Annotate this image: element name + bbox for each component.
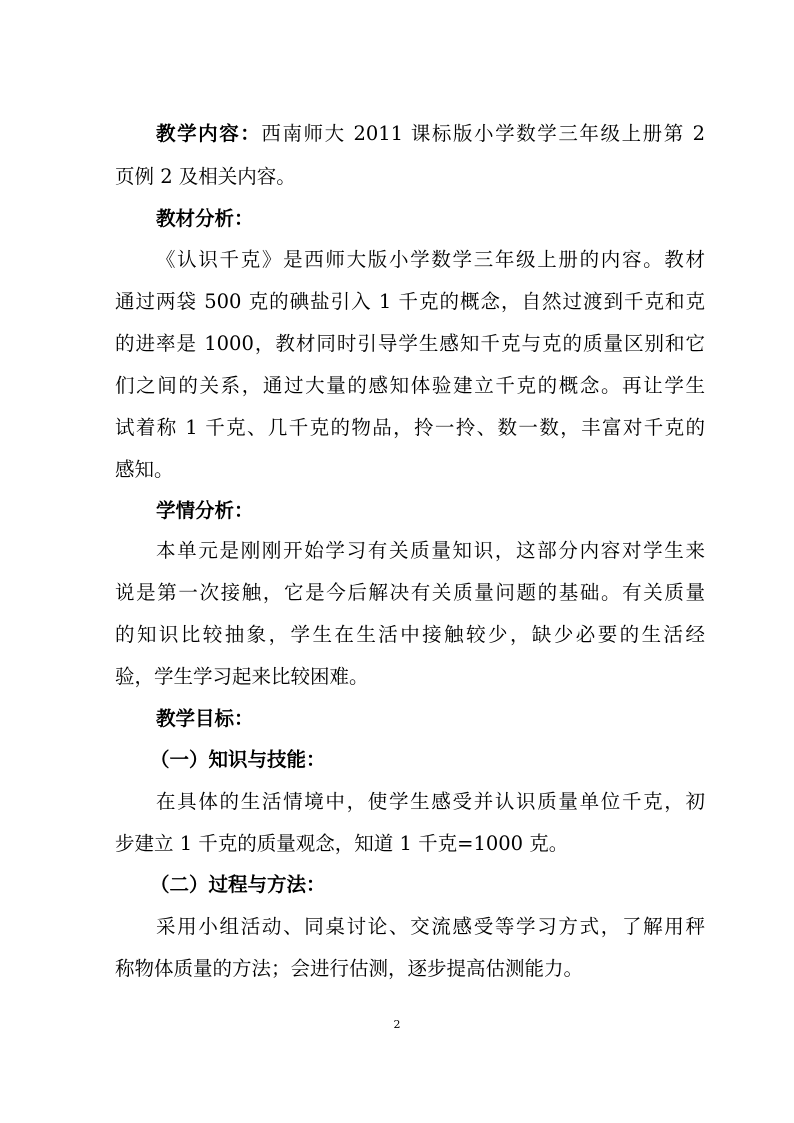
student-analysis-line-1: 本单元是刚刚开始学习有关质量知识，这部分内容对学生来 [156,539,705,562]
material-analysis-line-4: 们之间的关系，通过大量的感知体验建立千克的概念。再让学生 [115,374,705,397]
content-line-1 [156,120,705,148]
knowledge-skills-line-1: 在具体的生活情境中，使学生感受并认识质量单位千克，初 [156,790,705,813]
material-analysis-line-3: 的进率是 1000，教材同时引导学生感知千克与克的质量区别和它 [115,332,705,355]
content-text-line-1: 西南师大 2011 课标版小学数学三年级上册第 2 [261,122,705,145]
knowledge-skills-line-2: 步建立 1 千克的质量观念，知道 1 千克=1000 克。 [115,832,569,855]
material-analysis-heading: 教材分析： [156,207,254,230]
process-methods-line-1: 采用小组活动、同桌讨论、交流感受等学习方式，了解用秤 [156,915,705,938]
material-analysis-line-2: 通过两袋 500 克的碘盐引入 1 千克的概念，自然过渡到千克和克 [115,290,705,313]
teaching-goals-heading: 教学目标： [156,707,254,730]
material-analysis-line-6: 感知。 [115,458,174,481]
content-label: 教学内容： [156,122,262,145]
student-analysis-line-3: 的知识比较抽象，学生在生活中接触较少，缺少必要的生活经 [115,623,705,646]
student-analysis-line-2: 说是第一次接触，它是今后解决有关质量问题的基础。有关质量 [115,581,705,604]
material-analysis-line-1: 《认识千克》是西师大版小学数学三年级上册的内容。教材 [156,248,705,271]
student-analysis-line-4: 验，学生学习起来比较困难。 [115,665,369,688]
content-line-2: 页例 2 及相关内容。 [115,165,296,188]
knowledge-skills-heading: （一）知识与技能： [150,748,326,771]
material-analysis-line-5: 试着称 1 千克、几千克的物品，拎一拎、数一数，丰富对千克的 [115,416,705,439]
process-methods-heading: （二）过程与方法： [150,873,326,896]
process-methods-line-2: 称物体质量的方法；会进行估测，逐步提高估测能力。 [115,957,584,980]
student-analysis-heading: 学情分析： [156,499,254,522]
page-number: 2 [393,1018,401,1031]
